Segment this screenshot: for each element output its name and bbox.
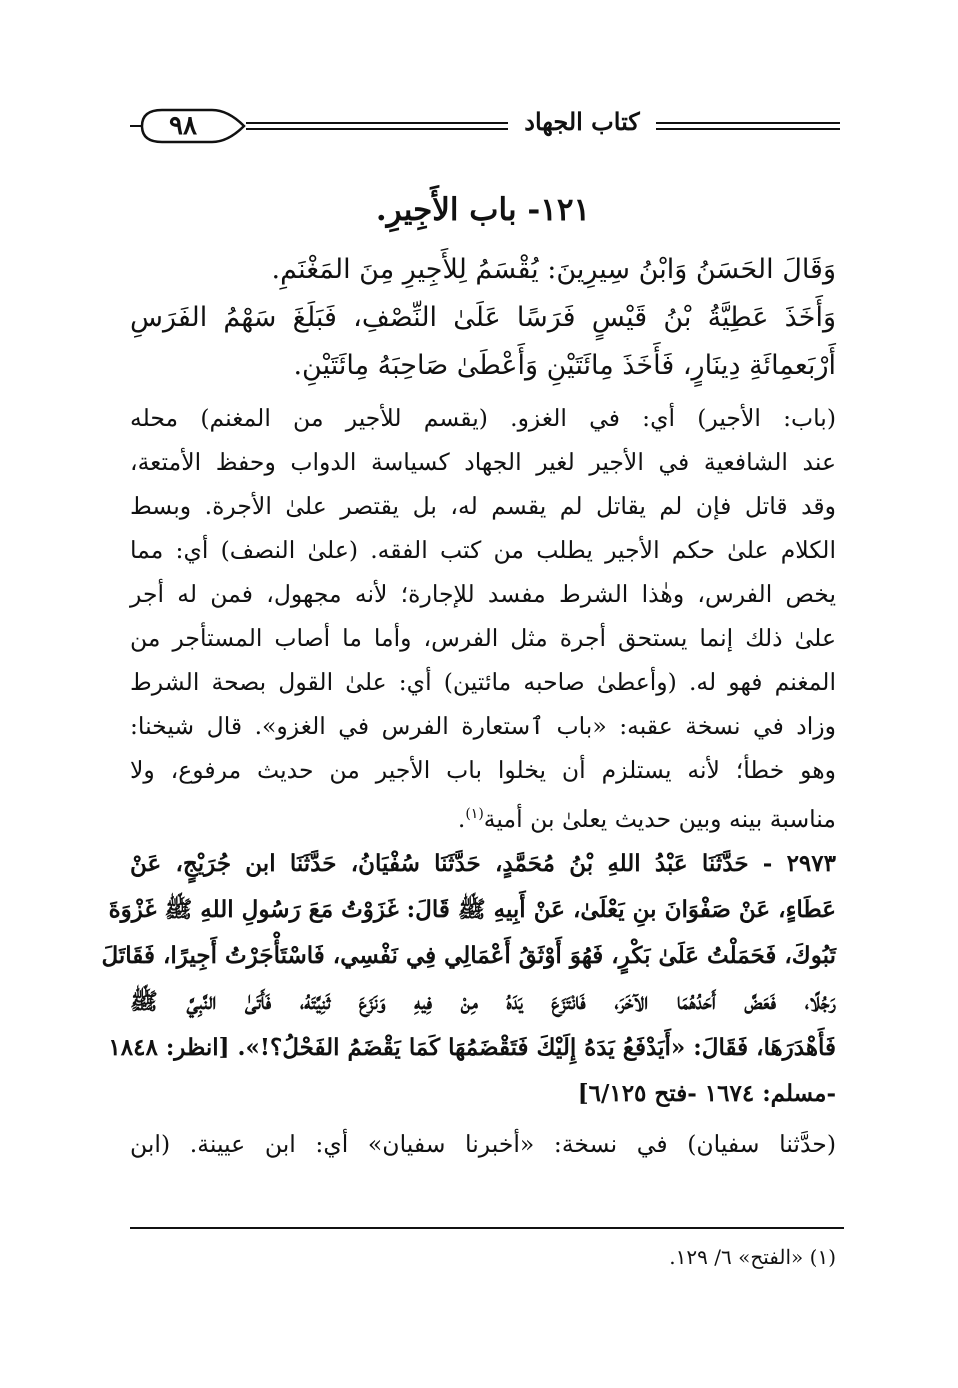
commentary-line: (حدَّثنا سفيان) في نسخة: «أخبرنا سفيان» أي: ابن عيينة. (ابن: [130, 1130, 836, 1158]
commentary-line-last: [130, 792, 836, 836]
page-header: [128, 100, 840, 156]
page-number-frame: [128, 108, 246, 144]
hadith-line: رَجُلًا، فَعَضَّ أَحَدُهُمَا الآخَرَ، فَانْتَزَعَ يَدَهُ مِنْ فِيهِ وَنَزَعَ ثَنِيَّتَهُ، فَأَتَىٰ النَّبِيَّ ﷺ: [130, 988, 836, 1015]
header-rule: [656, 122, 840, 124]
header-rule: [246, 128, 508, 130]
commentary-line: وزاد في نسخة عقبه: «باب ٱستعارة الفرس في الغزو». قال شيخنا:: [130, 712, 836, 740]
footnote-separator: [130, 1227, 844, 1229]
hadith-line: -مسلم: ١٦٧٤ -فتح ٦/١٢٥]: [577, 1080, 836, 1107]
hadith-line: تَبُوكَ، فَحَمَلْتُ عَلَىٰ بَكْرٍ، فَهُوَ أَوْثَقُ أَعْمَالِي فِي نَفْسِي، فَاسْتَأْجَرْتُ أَجِيرًا، فَقَاتَلَ: [101, 942, 836, 969]
hadith-line: فَأَهْدَرَهَا، فَقَالَ: «أَيَدْفَعُ يَدَهُ إِلَيْكَ فَتَقْضَمُهَا كَمَا يَقْضَمُ الفَحْلُ؟!». [انظر: ١٨٤٨: [108, 1034, 836, 1061]
quote-line: أَرْبَعمِائَةِ دِينَارٍ، فَأَخَذَ مِائَتَيْنِ وَأَعْطَىٰ صَاحِبَهُ مِائَتَيْنِ.: [293, 350, 836, 381]
sentence-end: .: [457, 804, 466, 833]
chapter-title: ١٢١- باب الأَجِيرِ.: [375, 192, 591, 228]
header-rule: [656, 128, 840, 130]
commentary-text: مناسبة بينه وبين حديث يعلىٰ بن أمية: [483, 804, 836, 833]
commentary-line: (باب: الأجير) أي: في الغزو. (يقسم للأجير من المغنم) محله: [130, 404, 836, 432]
commentary-line: المغنم فهو له. (وأعطىٰ صاحبه مائتين) أي: علىٰ القول بصحة الشرط: [130, 668, 836, 696]
commentary-line: وقد قاتل فإن لم يقاتل لم يقسم له، بل يقتصر علىٰ الأجرة. وبسط: [130, 492, 836, 520]
commentary-line: عند الشافعية في الأجير لغير الجهاد كسياسة الدواب وحفظ الأمتعة،: [130, 448, 836, 476]
quote-line: وَقَالَ الحَسَنُ وَابْنُ سِيرِينَ: يُقْسَمُ لِلأَجِيرِ مِنَ المَغْنَمِ.: [271, 254, 836, 285]
running-head: كتاب الجهاد: [524, 107, 640, 136]
footnote-ref[interactable]: (١): [465, 806, 484, 822]
header-rule: [246, 122, 508, 124]
commentary-line: الكلام علىٰ حكم الأجير يطلب من كتب الفقه. (علىٰ النصف) أي: مما: [130, 536, 836, 564]
page-number: ٩٨: [169, 111, 197, 141]
quote-line: وَأَخَذَ عَطِيَّةُ بْنُ قَيْسٍ فَرَسًا عَلَىٰ النِّصْفِ، فَبَلَغَ سَهْمُ الفَرَسِ: [130, 302, 837, 333]
commentary-line: يخص الفرس، وهٰذا الشرط مفسد للإجارة؛ لأنه مجهول، فمن له أجر: [130, 580, 836, 608]
hadith-line: ٢٩٧٣ - حَدَّثَنَا عَبْدُ اللهِ بْنُ مُحَمَّدٍ، حَدَّثَنَا سُفْيَانُ، حَدَّثَنَا ابن جُرَيْجٍ، عَنْ: [130, 850, 836, 877]
hadith-line: عَطَاءٍ، عَنْ صَفْوَانَ بنِ يَعْلَىٰ، عَنْ أَبِيهِ ﷺ قَالَ: غَزَوْتُ مَعَ رَسُولِ اللهِ ﷺ غَزْوَةَ: [108, 896, 836, 923]
commentary-line: وهو خطأ؛ لأنه يستلزم أن يخلوا باب الأجير من حديث مرفوع، ولا: [130, 756, 836, 784]
commentary-line: علىٰ ذلك إنما يستحق أجرة مثل الفرس، وأما ما أصاب المستأجر من: [130, 624, 836, 652]
footnote: (١) «الفتح» ٦/ ١٢٩.: [669, 1245, 836, 1269]
